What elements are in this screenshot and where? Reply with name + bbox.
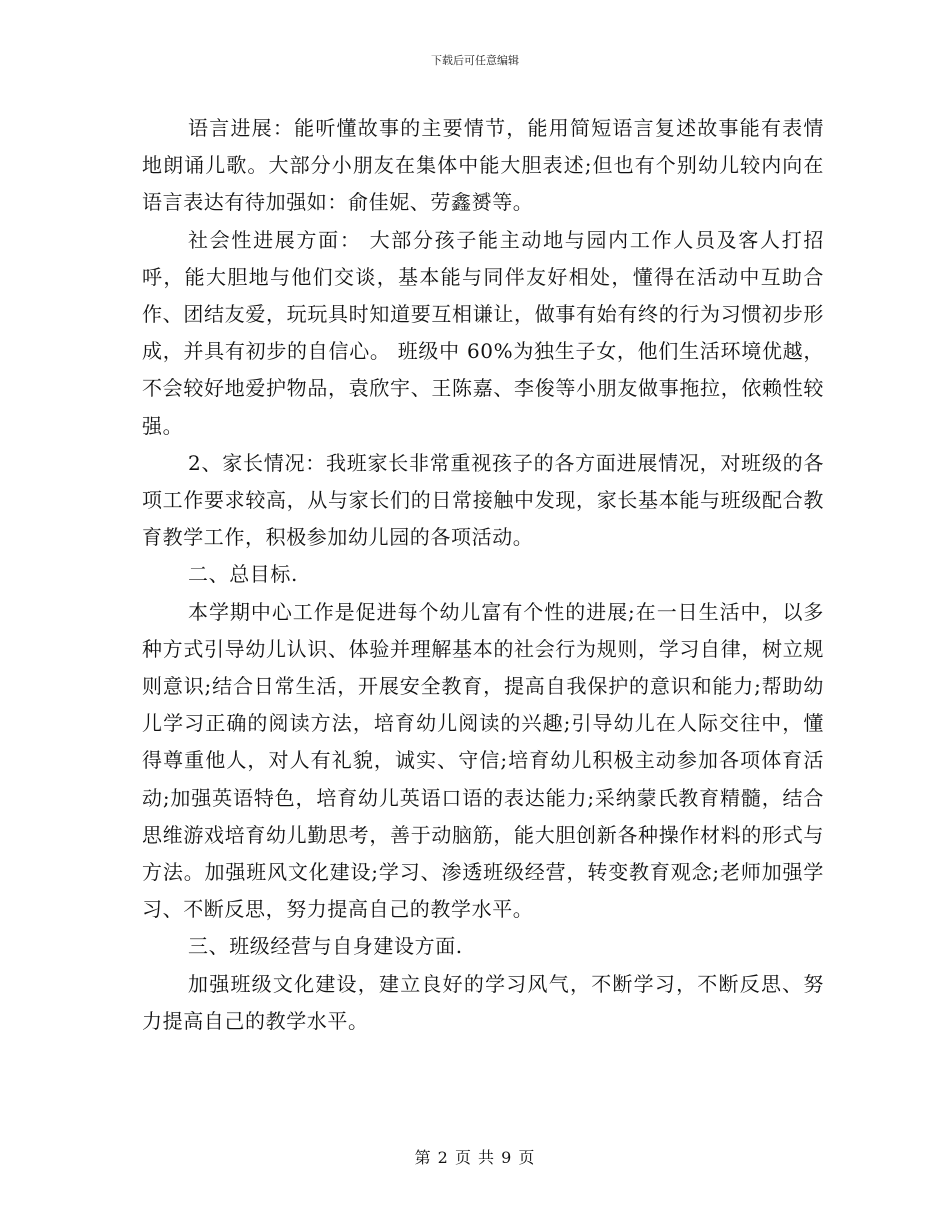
document-body xyxy=(142,110,824,1040)
paragraph-language-development: 语言进展：能听懂故事的主要情节，能用简短语言复述故事能有表情地朗诵儿歌。大部分小朋友在集体中能大胆表述;但也有个别幼儿较内向在语言表达有待加强如：俞佳妮、劳鑫赟等。 xyxy=(142,116,824,215)
paragraph-general-goal: 本学期中心工作是促进每个幼儿富有个性的进展;在一日生活中，以多种方式引导幼儿认识、体验并理解基本的社会行为规则，学习自律，树立规则意识;结合日常生活，开展安全教育，提高自我保护的意识和能力;帮助幼儿学习正确的阅读方法，培育幼儿阅读的兴趣;引导幼儿在人际交往中，懂得尊重他人，对人有礼貌，诚实、守信;培育幼儿积极主动参加各项体育活动;加强英语特色，培育幼儿英语口语的表达能力;采纳蒙氏教育精髓，结合思维游戏培育幼儿勤思考，善于动脑筋，能大胆创新各种操作材料的形式与方法。加强班风文化建设;学习、渗透班级经营，转变教育观念;老师加强学习、不断反思，努力提高自己的教学水平。 xyxy=(142,599,824,922)
page-number-footer: 第 2 页 共 9 页 xyxy=(414,1148,536,1167)
section-heading-class-management: 三、班级经营与自身建设方面. xyxy=(188,934,463,959)
page-header: 下载后可任意编辑 xyxy=(431,54,519,67)
section-heading-general-goal: 二、总目标. xyxy=(188,562,298,587)
paragraph-class-management: 加强班级文化建设，建立良好的学习风气，不断学习，不断反思、努力提高自己的教学水平。 xyxy=(142,971,824,1033)
paragraph-parents-situation: 2、家长情况：我班家长非常重视孩子的各方面进展情况，对班级的各项工作要求较高，从与家长们的日常接触中发现，家长基本能与班级配合教育教学工作，积极参加幼儿园的各项活动。 xyxy=(142,450,824,550)
paragraph-social-development: 社会性进展方面： 大部分孩子能主动地与园内工作人员及客人打招呼，能大胆地与他们交谈，基本能与同伴友好相处，懂得在活动中互助合作、团结友爱，玩玩具时知道要互相谦让，做事有始有终的行为习惯初步形成，并具有初步的自信心。 班级中 60%为独生子女，他们生活环境优越，不会较好地爱护物品，袁欣宇、王陈嘉、李俊等小朋友做事拖拉，依赖性较强。 xyxy=(142,227,824,438)
